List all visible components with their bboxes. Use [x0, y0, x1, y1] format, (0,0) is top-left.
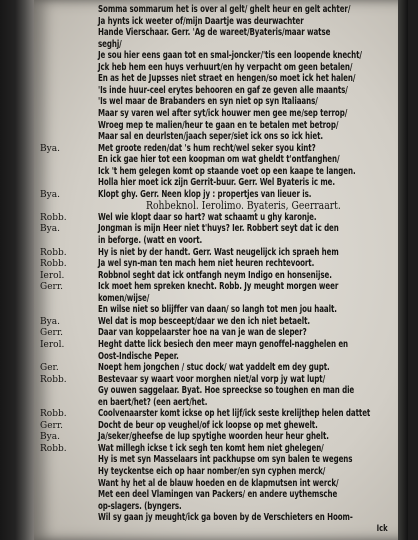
verse-text: Hy is met syn Masselaars int packhupse om syn balen te wegens: [98, 454, 353, 466]
verse-text: Wat millegh ickse t ick segh ten komt hem niet ghelegen/: [98, 442, 324, 454]
text-line: [34, 108, 408, 120]
text-line: [34, 50, 408, 62]
verse-text: Coolvenaarster komt ickse op het lijf/ick seste krelijthep helen dattet: [98, 408, 371, 420]
speaker-label: Gerr.: [40, 420, 63, 431]
verse-text: Bestevaar sy waart voor morghen niet/al vorp jy wat lupt/: [98, 373, 326, 385]
speaker-label: Bya.: [40, 432, 60, 443]
speaker-label: Gerr.: [40, 328, 63, 339]
text-line: [34, 16, 408, 28]
text-line: [34, 339, 408, 351]
verse-text: En ick gae hier tot een koopman om wat gheldt t'ontfanghen/: [98, 154, 340, 166]
text-line: [34, 235, 408, 247]
text-line: [34, 39, 408, 51]
verse-text: Jongman is mijn Heer niet t'huys? Ier. Robbert seyt dat ic den: [98, 223, 339, 235]
text-line: [34, 4, 408, 16]
text-line: [34, 385, 408, 397]
verse-text: Docht de beur op veughel/of ick loopse op met ghewelt.: [98, 419, 318, 431]
text-line: [34, 327, 408, 339]
catchword: Ick: [376, 524, 388, 534]
verse-text: Gy ouwen saggelaar. Byat. Hoe spreeckse so toughen en man die: [98, 385, 355, 397]
verse-text: komen/wijse/: [98, 292, 150, 304]
verse-text: Ja/seker/gheefse de lup spytighe woorden heur heur ghelt.: [98, 431, 329, 443]
verse-text: Want hy het al de blauw hoeden en de klapmutsen int werck/: [98, 477, 339, 489]
verse-text: in beforge. (watt en voort.: [98, 235, 203, 246]
verse-text: Jck heb hem een huys verhuurt/en hy verpacht om geen betalen/: [98, 61, 353, 73]
verse-text: seghj/: [98, 38, 122, 50]
verse-text: En wilse niet so blijffer van daan/ so langh tot men jou haalt.: [98, 304, 337, 316]
verse-text: Wil sy gaan jy meught/ick ga boven by de Verschieters en Hoom-: [98, 512, 353, 524]
text-line: [34, 374, 408, 386]
text-line: [34, 408, 408, 420]
text-line: [34, 131, 408, 143]
text-line: [34, 143, 408, 155]
verse-text: en baert/het? (een aert/het.: [98, 396, 208, 408]
verse-text: Hy teyckentse eich op haar nomber/en syn cyphen merck/: [98, 466, 326, 477]
verse-text: Hande Vierschaar. Gerr. 'Ag de wareet/Byateris/maar watse: [98, 27, 331, 39]
verse-text: Ja hynts ick weeter of/mijn Daartje was deurwachter: [98, 15, 304, 27]
speaker-label: Bya.: [40, 189, 60, 200]
verse-text: op-slagers. (byngers.: [98, 500, 182, 512]
speaker-label: Gerr.: [40, 282, 63, 293]
text-line: [34, 454, 408, 466]
verse-text: Heght datte lick besiech den meer mayn genoffel-nagghelen en: [98, 338, 349, 350]
text-line: [34, 247, 408, 259]
verse-text: Wel dat is mop besceept/daar we den ich niet betaelt.: [98, 315, 310, 327]
text-line: [34, 177, 408, 189]
verse-text: Ick moet hem spreken knecht. Robb. Jy meught morgen weer: [98, 281, 339, 293]
verse-text: En as het de Jupsses niet straet en hengen/so moet ick het halen/: [98, 73, 356, 85]
speaker-label: Robb.: [40, 212, 67, 223]
text-line: [34, 212, 408, 224]
verse-text: Ick 't hem gelegen komt op staande voet op een kaape te langen.: [98, 165, 356, 177]
text-line: [34, 85, 408, 97]
speaker-label: Bya.: [40, 316, 60, 327]
verse-text: Je sou hier eens gaan tot en smal-joncker/'tis een loopende knecht/: [98, 50, 362, 62]
text-line: [34, 200, 408, 212]
speaker-label: Ierol.: [40, 339, 65, 350]
text-line: [34, 478, 408, 490]
book-gutter-shadow: [0, 0, 34, 540]
verse-text: Daar van koppelaarster hoe na van je wan de sleper?: [98, 327, 307, 339]
text-line: [34, 223, 408, 235]
text-line: [34, 431, 408, 443]
speaker-label: Robb.: [40, 259, 67, 270]
speaker-label: Robb.: [40, 374, 67, 385]
verse-text: Hy is niet by der handt. Gerr. Wast neugelijck ich spraeh hem: [98, 246, 339, 258]
text-line: [34, 73, 408, 85]
text-line: [34, 154, 408, 166]
scene-heading: Rohbeknol. Ierolimo. Byateris, Geerraart.: [146, 199, 341, 213]
verse-text: Wel wie klopt daar so hart? wat schaamt u ghy karonje.: [98, 211, 317, 223]
text-line: [34, 316, 408, 328]
text-line: [34, 293, 408, 305]
verse-text: Somma sommarum het is over al gelt/ ghelt heur en gelt achter/: [98, 4, 351, 15]
text-line: [34, 96, 408, 108]
text-line: [34, 351, 408, 363]
speaker-label: Ierol.: [40, 270, 65, 281]
text-line: [34, 304, 408, 316]
speaker-label: Ger.: [40, 363, 59, 374]
speaker-label: Robb.: [40, 409, 67, 420]
page-right-edge: [398, 0, 408, 540]
verse-text: Noept hem jongchen / stuc dock/ wat yaddelt em dey gupt.: [98, 362, 330, 374]
verse-text: Ja wel syn-man ten mach hem niet heuren rechtevoort.: [98, 258, 315, 270]
speaker-label: Bya.: [40, 143, 60, 154]
text-line: [34, 489, 408, 501]
verse-text: Maar sy varen wel after syt/ick houwer men gee me/sep terrop/: [98, 107, 348, 119]
text-line: [34, 62, 408, 74]
text-line: [34, 501, 408, 513]
verse-text: Klopt ghy. Gerr. Neen klop jy : propertjes van lieuer is.: [98, 188, 312, 200]
text-line: [34, 466, 408, 478]
text-line: [34, 362, 408, 374]
verse-text: Holla hier moet ick zijn Gerrit-buur. Gerr. Wel Byateris ic me.: [98, 177, 336, 189]
verse-text: 'Is inde huur-ceel erytes behooren en gaf ze geven alle maants/: [98, 84, 348, 96]
verse-text: Maar sal en deurlsten/jaach seper/siet ick ons so ick hiet.: [98, 131, 324, 143]
text-line: [34, 397, 408, 409]
text-line: [34, 166, 408, 178]
text-line: [34, 443, 408, 455]
text-line: [34, 27, 408, 39]
text-line: [34, 258, 408, 270]
text-line: [34, 120, 408, 132]
text-line: [34, 281, 408, 293]
verse-text: Met een deel Vlamingen van Packers/ en andere uythemsche: [98, 489, 338, 501]
text-line: [34, 420, 408, 432]
verse-text: Wroeg mep te malien/heur te gaan en te betalen met betrop/: [98, 119, 339, 131]
text-line: [34, 512, 408, 524]
speaker-label: Robb.: [40, 443, 67, 454]
verse-text: Oost-Indische Peper.: [98, 350, 179, 362]
verse-text: 'Is wel maar de Brabanders en syn niet op syn Italiaans/: [98, 96, 318, 108]
verse-text: Met groote reden/dat 's hum recht/wel seker syou kint?: [98, 142, 316, 154]
text-line: [34, 270, 408, 282]
printed-page: [34, 0, 408, 540]
verse-text: Robbnol seght dat ick ontfangh neym Indigo en honsenijse.: [98, 269, 332, 281]
speaker-label: Bya.: [40, 224, 60, 235]
speaker-label: Robb.: [40, 247, 67, 258]
